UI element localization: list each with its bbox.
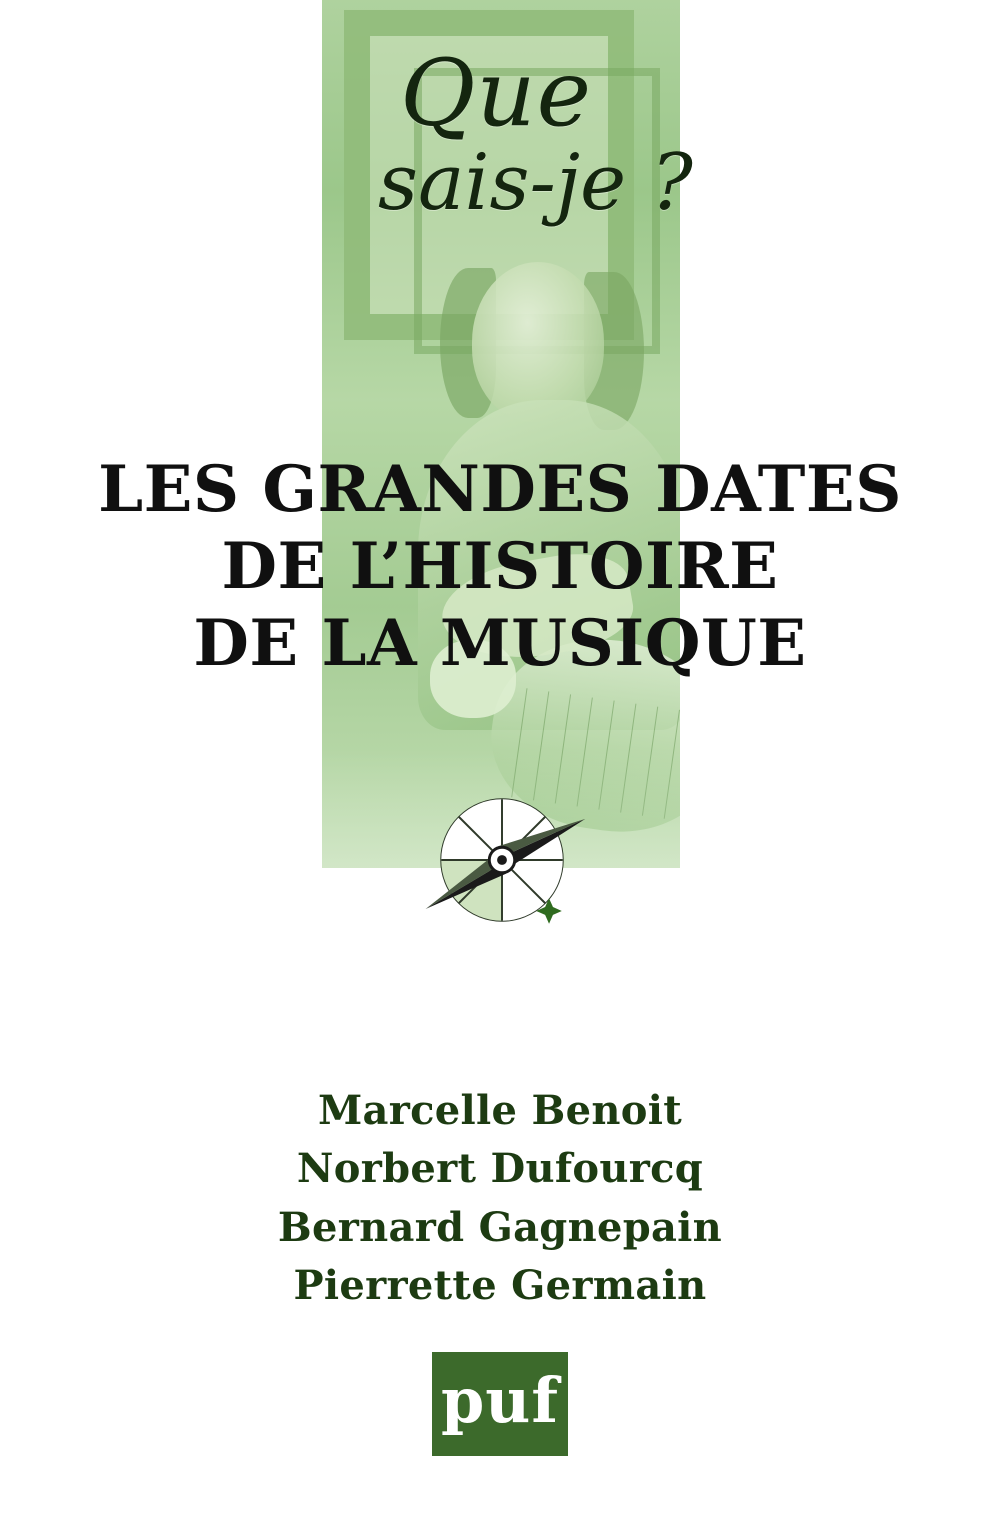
publisher-logo bbox=[432, 1352, 568, 1456]
title-line-2: DE L’HISTOIRE bbox=[221, 528, 779, 604]
author-4: Pierrette Germain bbox=[293, 1262, 707, 1310]
publisher-name: puf bbox=[440, 1364, 560, 1437]
portrait-head bbox=[472, 262, 604, 422]
title-line-3: DE LA MUSIQUE bbox=[193, 605, 807, 681]
compass-rose-icon bbox=[404, 762, 600, 958]
author-3: Bernard Gagnepain bbox=[277, 1203, 723, 1251]
book-title bbox=[0, 452, 1000, 682]
author-list bbox=[0, 1082, 1000, 1316]
author-1: Marcelle Benoit bbox=[317, 1087, 683, 1134]
collection-logo-line1: Que bbox=[400, 40, 593, 147]
collection-logo bbox=[378, 40, 700, 228]
collection-logo-line2: sais-je ? bbox=[378, 138, 693, 228]
title-line-1: LES GRANDES DATES bbox=[98, 452, 902, 527]
author-2: Norbert Dufourcq bbox=[296, 1145, 704, 1193]
